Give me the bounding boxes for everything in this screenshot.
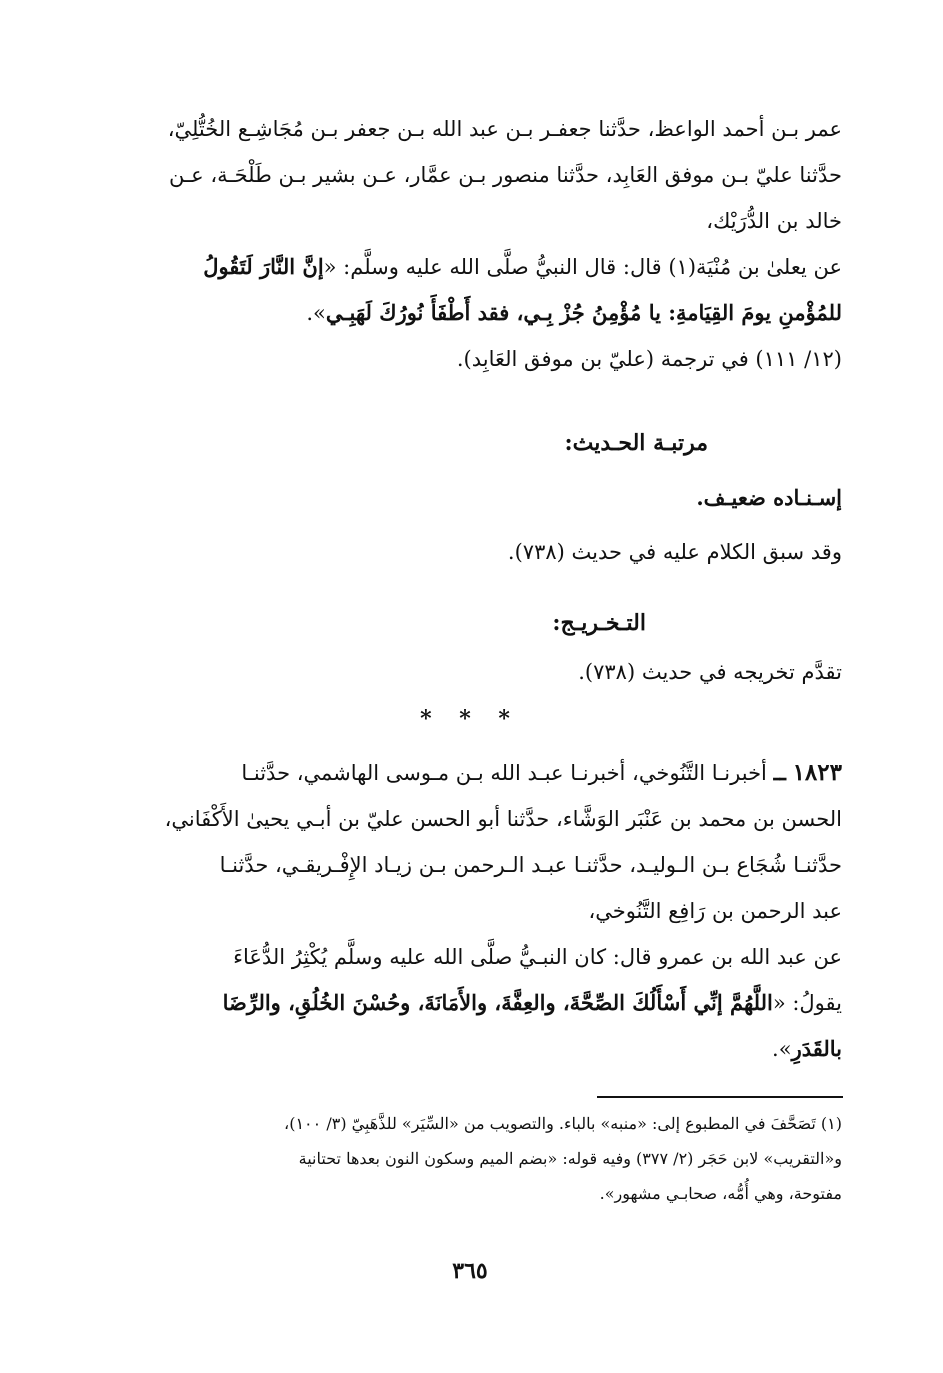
matn-intro: يقولُ: « <box>772 991 842 1015</box>
hadith-dash: ــ <box>773 760 786 785</box>
footnote-line: و«التقريب» لابن حَجَر (٢/ ٣٧٧) وفيه قوله: «بضم الميم وسكون النون بعدها تحتانية <box>298 1149 842 1168</box>
matn-paragraph <box>92 244 842 382</box>
text-line: حدَّثنا عليّ بـن موفق العَابِد، حدَّثنا منصور بـن عمَّار، عـن بشير بـن طَلْحَـة، عـن <box>169 163 842 187</box>
quote-end: ». <box>772 1037 792 1061</box>
section-separator: * * * <box>420 706 520 732</box>
source-reference: (١٢/ ١١١) في ترجمة (عليّ بن موفق العَابِد). <box>456 347 842 371</box>
text-line: الحسن بن محمد بن عَنْبَر الوَشَّاء، حدَّثنا أبو الحسن عليّ بن أبـي يحيىٰ الأَكْفَاني، <box>164 807 842 831</box>
isnad-paragraph <box>92 106 842 244</box>
hadith-text: اللَّهُمَّ إنِّي أَسْأَلُكَ الصِّحَّةَ، والعِفَّةَ، والأَمَانَةَ، وحُسْنَ الخُلُقِ، والرِّضَا <box>222 990 773 1015</box>
hadith-number: ١٨٢٣ <box>792 759 842 786</box>
text-line <box>92 290 842 336</box>
text-line <box>92 244 842 290</box>
hadith-1823 <box>92 750 842 1072</box>
isnad-start: أخبرنـا التَّنُوخي، أخبرنـا عبـد الله بـن مـوسى الهاشمي، حدَّثنـا <box>241 761 767 785</box>
section-heading-rank: مرتبـة الحـديث: <box>564 430 708 456</box>
text-line <box>92 750 842 796</box>
hadith-text: للمُؤْمنِ يومَ القِيَامةِ: يا مُؤْمِنُ جُزْ بِـي، فقد أَطْفَأَ نُورُكَ لَهَبِـي <box>325 300 842 325</box>
footnote-line: (١) تَصَحَّفَ في المطبوع إلى: «منبه» بالباء. والتصويب من «السِّيَر» للذَّهَبِيّ (٣/ ١٠٠)، <box>284 1114 842 1133</box>
rank-text: إسـنـاده ضعيـف. <box>696 485 842 510</box>
section-heading-takhrij: التـخـريـج: <box>552 610 646 636</box>
matn-intro: عن يعلىٰ بن مُنْيَة(١) قال: قال النبيُّ صلَّى الله عليه وسلَّم: « <box>323 255 842 279</box>
quote-end: ». <box>306 301 326 325</box>
rank-note: وقد سبق الكلام عليه في حديث (٧٣٨). <box>507 540 842 564</box>
text-line: حدَّثنـا شُجَاع بـن الـوليـد، حدَّثنـا عبـد الـرحمن بـن زيـاد الإِفْـريقـي، حدَّثنـا <box>219 853 842 877</box>
text-line: عمر بـن أحمد الواعظ، حدَّثنا جعفـر بـن عبد الله بـن جعفر بـن مُجَاشِـع الخُتُّلِيّ، <box>167 117 842 141</box>
footnote-divider <box>597 1096 843 1098</box>
takhrij-text: تقدَّم تخريجه في حديث (٧٣٨). <box>578 660 842 684</box>
text-line: خالد بن الدُّرَيْك، <box>706 209 842 233</box>
text-line <box>92 1026 842 1072</box>
footnote-line: مفتوحة، وهي أُمُّه، صحابـي مشهور». <box>599 1184 842 1203</box>
hadith-text: بالقَدَرِ <box>791 1036 842 1061</box>
page-number: ٣٦٥ <box>452 1258 488 1284</box>
text-line: عبد الرحمن بن رَافِع التَّنُوخي، <box>588 899 842 923</box>
hadith-text: إنَّ النَّارَ لَتَقُولُ <box>203 254 324 279</box>
footnotes <box>92 1106 842 1211</box>
text-line: عن عبد الله بن عمرو قال: كان النبـيُّ صلَّى الله عليه وسلَّم يُكْثِرُ الدُّعَاءَ <box>233 945 842 969</box>
text-line <box>92 980 842 1026</box>
